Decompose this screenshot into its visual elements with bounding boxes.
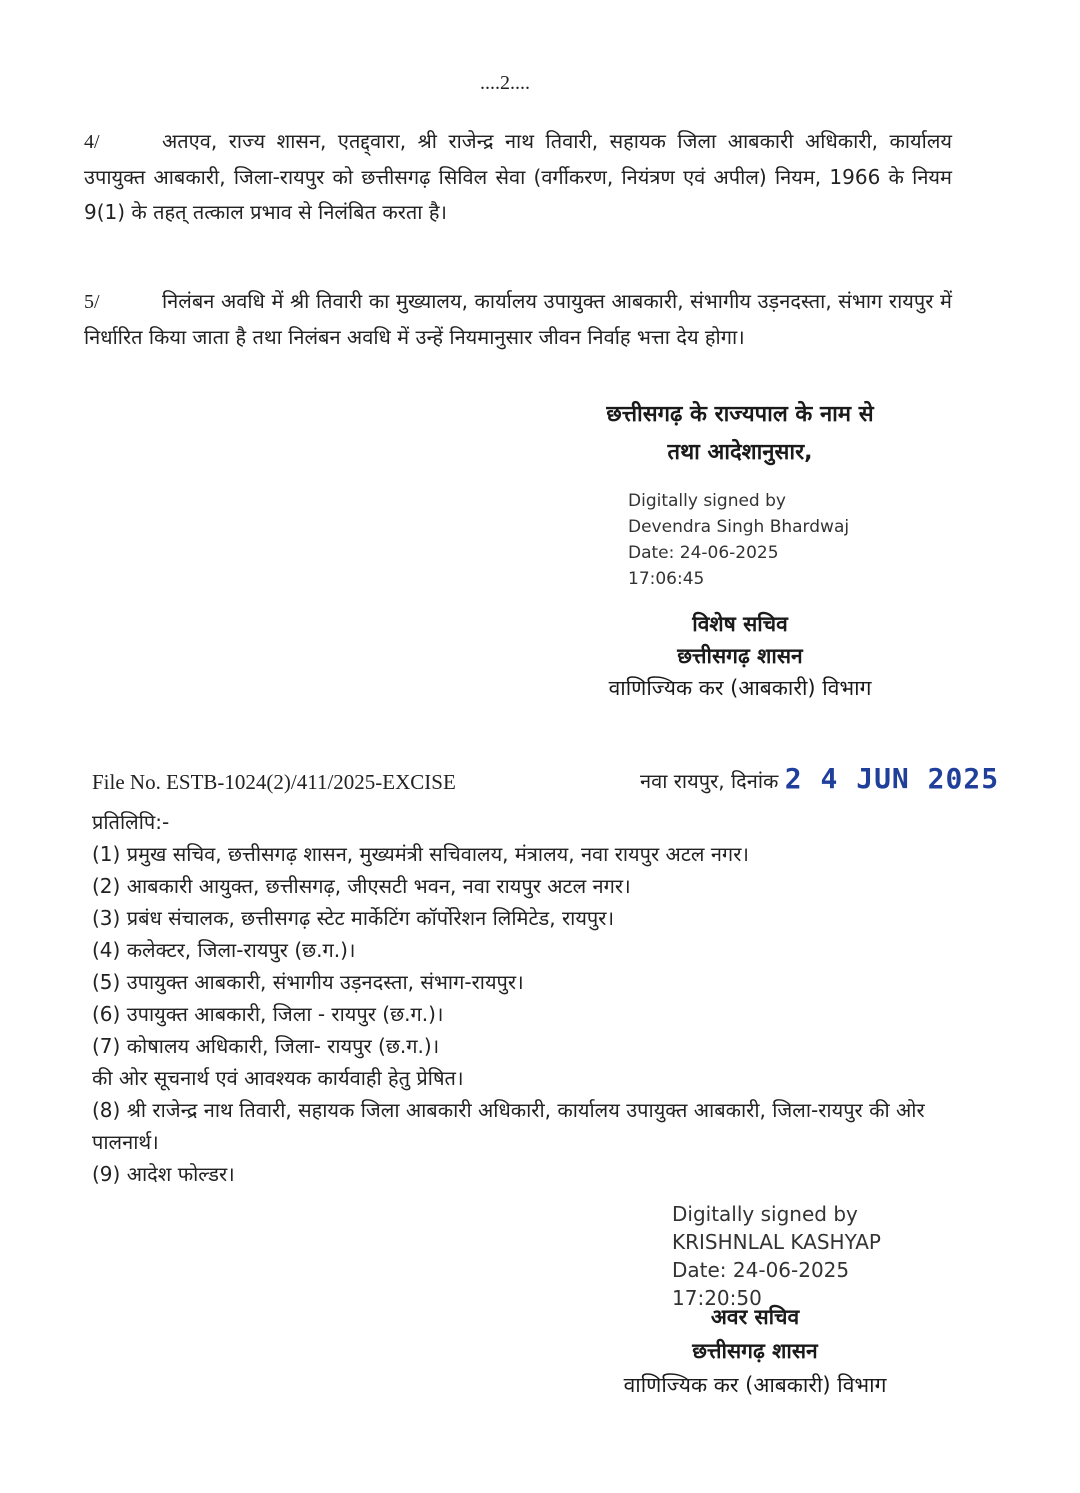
digsig-time: 17:06:45 xyxy=(628,569,705,589)
designation-dept: वाणिज्यिक कर (आबकारी) विभाग xyxy=(608,676,872,700)
paragraph-text: अतएव, राज्य शासन, एतद्द्वारा, श्री राजेन्द्र नाथ तिवारी, सहायक जिला आबकारी अधिकारी, कार्यालय उपायुक्त आबकारी, जिला-रायपुर को छत्तीसगढ़ सिविल सेवा (वर्गीकरण, नियंत्रण एवं अपील) नियम, 1966 के नियम 9(1) के तहत् तत्काल प्रभाव से निलंबित करता है। xyxy=(84,129,952,224)
designation-dept: वाणिज्यिक कर (आबकारी) विभाग xyxy=(623,1373,887,1397)
list-item: (8) श्री राजेन्द्र नाथ तिवारी, सहायक जिला आबकारी अधिकारी, कार्यालय उपायुक्त आबकारी, जिला-रायपुर की ओर पालनार्थ। xyxy=(92,1098,925,1154)
date-stamp: 2 4 JUN 2025 xyxy=(784,762,1000,795)
digsig-time: 17:20:50 xyxy=(672,1286,762,1310)
page-number: ....2.... xyxy=(480,72,530,94)
digsig-signer: KRISHNLAL KASHYAP xyxy=(672,1230,881,1254)
paragraph-text: निलंबन अवधि में श्री तिवारी का मुख्यालय, कार्यालय उपायुक्त आबकारी, संभागीय उड़नदस्ता, संभाग रायपुर में निर्धारित किया जाता है तथा निलंबन अवधि में उन्हें नियमानुसार जीवन निर्वाह भत्ता देय होगा। xyxy=(84,289,952,349)
designation-block-1 xyxy=(570,608,910,704)
paragraph-number: 4/ xyxy=(84,131,100,153)
digsig-line: Digitally signed by xyxy=(628,491,786,511)
signature-heading xyxy=(560,396,920,472)
list-item: (4) कलेक्टर, जिला-रायपुर (छ.ग.)। xyxy=(92,938,356,962)
digital-signature-block-2 xyxy=(672,1200,881,1312)
list-item: (6) उपायुक्त आबकारी, जिला - रायपुर (छ.ग.)। xyxy=(92,1002,444,1026)
list-item: की ओर सूचनार्थ एवं आवश्यक कार्यवाही हेतु प्रेषित। xyxy=(92,1066,464,1090)
designation-govt: छत्तीसगढ़ शासन xyxy=(677,644,803,668)
digsig-date: Date: 24-06-2025 xyxy=(628,543,779,563)
digsig-signer: Devendra Singh Bhardwaj xyxy=(628,517,850,537)
place-date xyxy=(640,762,999,795)
digsig-line: Digitally signed by xyxy=(672,1202,858,1226)
copy-list xyxy=(92,806,960,1190)
paragraph-number: 5/ xyxy=(84,291,100,313)
list-item: (7) कोषालय अधिकारी, जिला- रायपुर (छ.ग.)। xyxy=(92,1034,440,1058)
paragraph-5 xyxy=(84,284,952,355)
list-item: (3) प्रबंध संचालक, छत्तीसगढ़ स्टेट मार्केटिंग कॉर्पोरेशन लिमिटेड, रायपुर। xyxy=(92,906,615,930)
signature-heading-line2: तथा आदेशानुसार, xyxy=(667,440,813,465)
list-item: (2) आबकारी आयुक्त, छत्तीसगढ़, जीएसटी भवन, नवा रायपुर अटल नगर। xyxy=(92,874,631,898)
designation-title: विशेष सचिव xyxy=(692,612,788,636)
digsig-date: Date: 24-06-2025 xyxy=(672,1258,850,1282)
designation-govt: छत्तीसगढ़ शासन xyxy=(692,1339,818,1363)
paragraph-4 xyxy=(84,124,952,230)
file-number: File No. ESTB-1024(2)/411/2025-EXCISE xyxy=(92,770,456,794)
list-item: (9) आदेश फोल्डर। xyxy=(92,1162,235,1186)
list-item: (5) उपायुक्त आबकारी, संभागीय उड़नदस्ता, संभाग-रायपुर। xyxy=(92,970,524,994)
digital-signature-block-1 xyxy=(628,488,849,592)
designation-title: अवर सचिव xyxy=(710,1305,800,1329)
signature-heading-line1: छत्तीसगढ़ के राज्यपाल के नाम से xyxy=(606,402,874,427)
copy-heading: प्रतिलिपि:- xyxy=(92,810,170,834)
place-date-label: नवा रायपुर, दिनांक xyxy=(640,769,779,793)
designation-block-2 xyxy=(580,1300,930,1402)
list-item: (1) प्रमुख सचिव, छत्तीसगढ़ शासन, मुख्यमंत्री सचिवालय, मंत्रालय, नवा रायपुर अटल नगर। xyxy=(92,842,749,866)
